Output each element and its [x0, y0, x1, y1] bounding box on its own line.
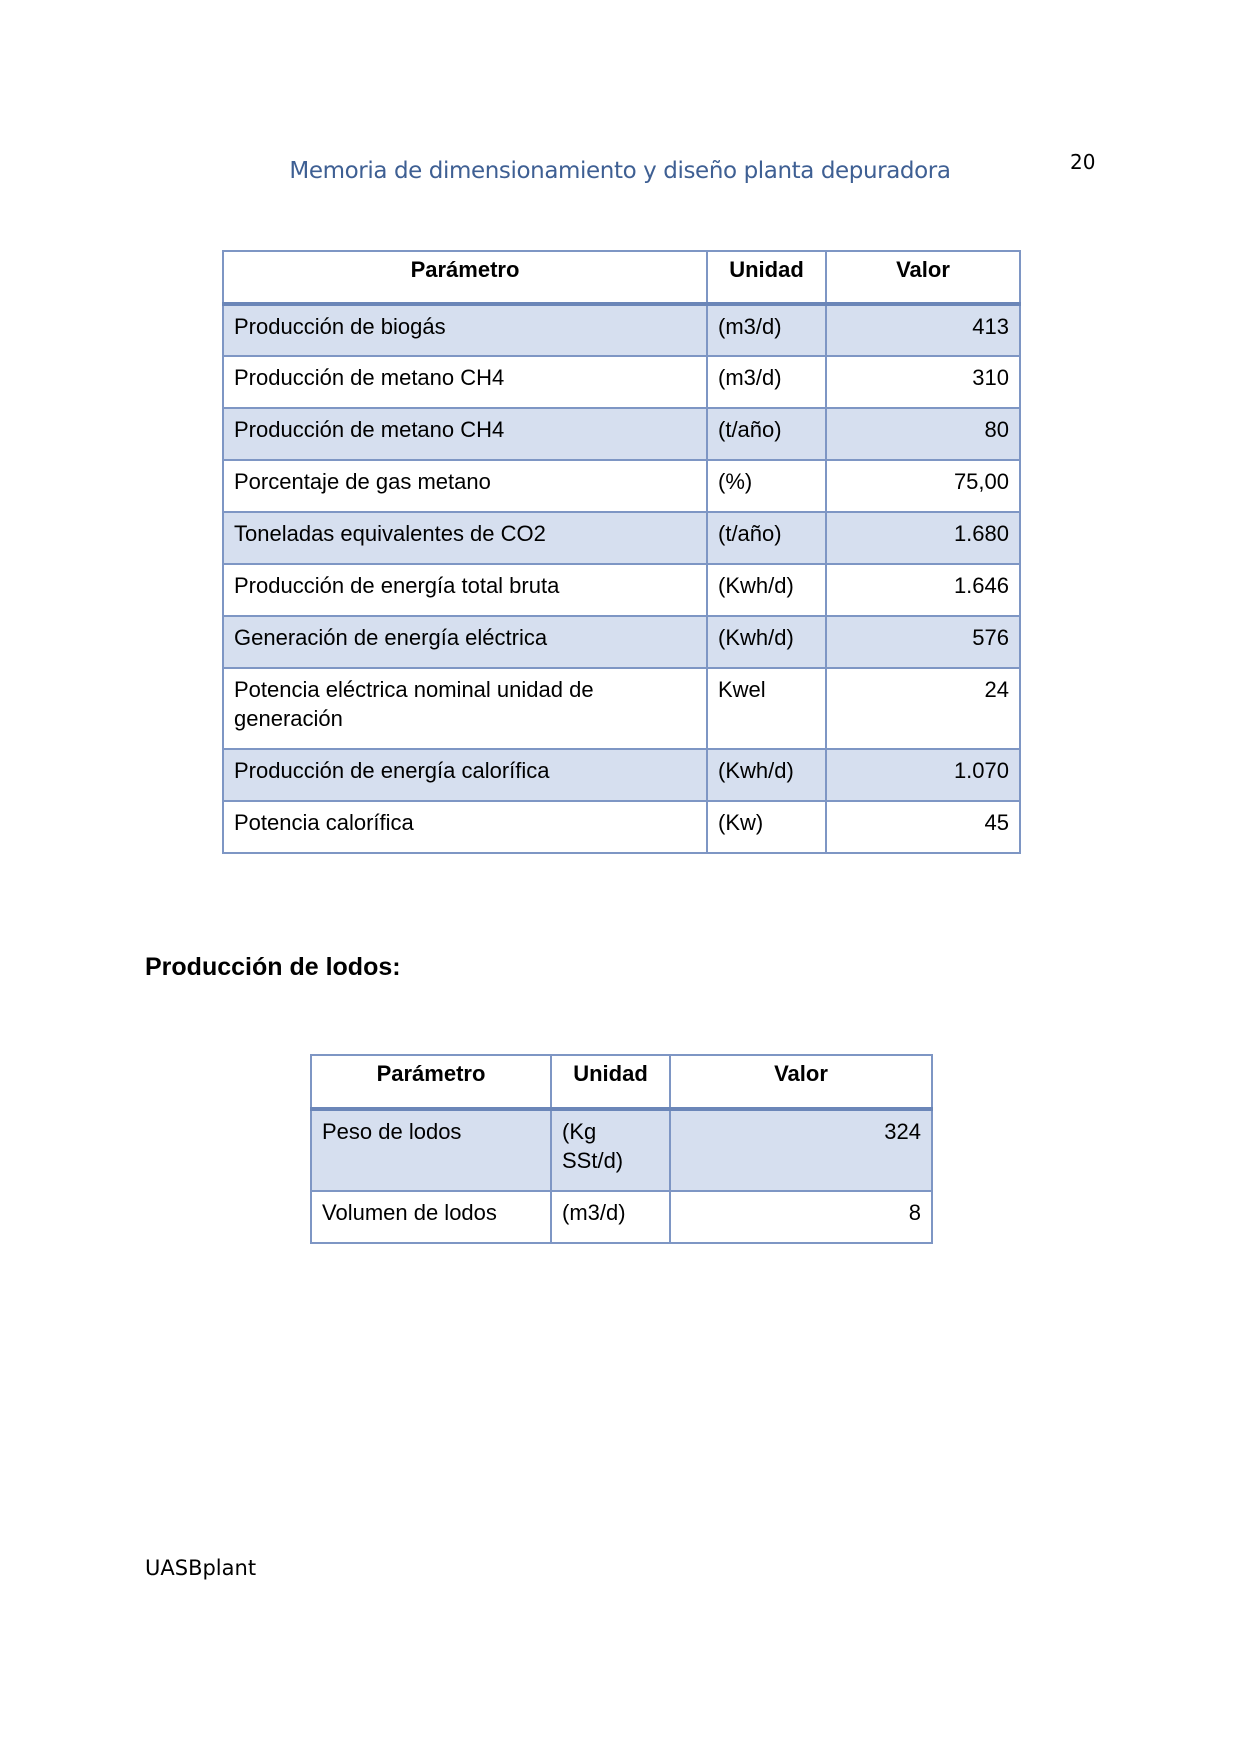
table-row [311, 1191, 932, 1243]
unit-cell: (Kwh/d) [707, 564, 826, 616]
value-cell: 576 [826, 616, 1020, 668]
unit-cell: (Kg SSt/d) [551, 1109, 670, 1191]
page-number: 20 [1070, 150, 1096, 174]
unit-cell: (Kwh/d) [707, 616, 826, 668]
unit-cell: (Kw) [707, 801, 826, 853]
parameter-cell: Potencia calorífica [223, 801, 707, 853]
table-row [223, 749, 1020, 801]
parameter-cell: Producción de energía total bruta [223, 564, 707, 616]
table-row [223, 460, 1020, 512]
biogas-production-table [222, 250, 1021, 854]
unit-cell: (Kwh/d) [707, 749, 826, 801]
unit-cell: (%) [707, 460, 826, 512]
value-cell: 310 [826, 356, 1020, 408]
value-cell: 413 [826, 304, 1020, 356]
unit-cell: (t/año) [707, 512, 826, 564]
parameter-cell: Toneladas equivalentes de CO2 [223, 512, 707, 564]
unit-cell: (t/año) [707, 408, 826, 460]
parameter-cell: Peso de lodos [311, 1109, 551, 1191]
value-cell: 80 [826, 408, 1020, 460]
unit-cell: (m3/d) [551, 1191, 670, 1243]
column-header-parametro: Parámetro [223, 251, 707, 304]
unit-cell: (m3/d) [707, 304, 826, 356]
document-footer: UASBplant [145, 1556, 257, 1580]
column-header-valor: Valor [670, 1055, 932, 1109]
parameter-cell: Producción de metano CH4 [223, 356, 707, 408]
table-header-row [223, 251, 1020, 304]
parameter-cell: Producción de biogás [223, 304, 707, 356]
parameter-cell: Producción de energía calorífica [223, 749, 707, 801]
table-row [223, 304, 1020, 356]
value-cell: 324 [670, 1109, 932, 1191]
parameter-cell: Generación de energía eléctrica [223, 616, 707, 668]
table-row [223, 668, 1020, 749]
value-cell: 1.680 [826, 512, 1020, 564]
document-header-title: Memoria de dimensionamiento y diseño planta depuradora [289, 158, 951, 184]
parameter-cell: Producción de metano CH4 [223, 408, 707, 460]
value-cell: 1.070 [826, 749, 1020, 801]
parameter-cell: Porcentaje de gas metano [223, 460, 707, 512]
table-row [223, 408, 1020, 460]
unit-cell: Kwel [707, 668, 826, 749]
parameter-cell: Potencia eléctrica nominal unidad de generación [223, 668, 707, 749]
value-cell: 24 [826, 668, 1020, 749]
table-row [223, 356, 1020, 408]
column-header-valor: Valor [826, 251, 1020, 304]
section-heading: Producción de lodos: [145, 953, 401, 981]
value-cell: 45 [826, 801, 1020, 853]
table-row [311, 1109, 932, 1191]
value-cell: 75,00 [826, 460, 1020, 512]
table-row [223, 801, 1020, 853]
table-row [223, 564, 1020, 616]
value-cell: 8 [670, 1191, 932, 1243]
table-header-row [311, 1055, 932, 1109]
parameter-cell: Volumen de lodos [311, 1191, 551, 1243]
table-row [223, 512, 1020, 564]
unit-cell: (m3/d) [707, 356, 826, 408]
table-row [223, 616, 1020, 668]
column-header-unidad: Unidad [707, 251, 826, 304]
sludge-production-table [310, 1054, 933, 1244]
column-header-parametro: Parámetro [311, 1055, 551, 1109]
value-cell: 1.646 [826, 564, 1020, 616]
column-header-unidad: Unidad [551, 1055, 670, 1109]
